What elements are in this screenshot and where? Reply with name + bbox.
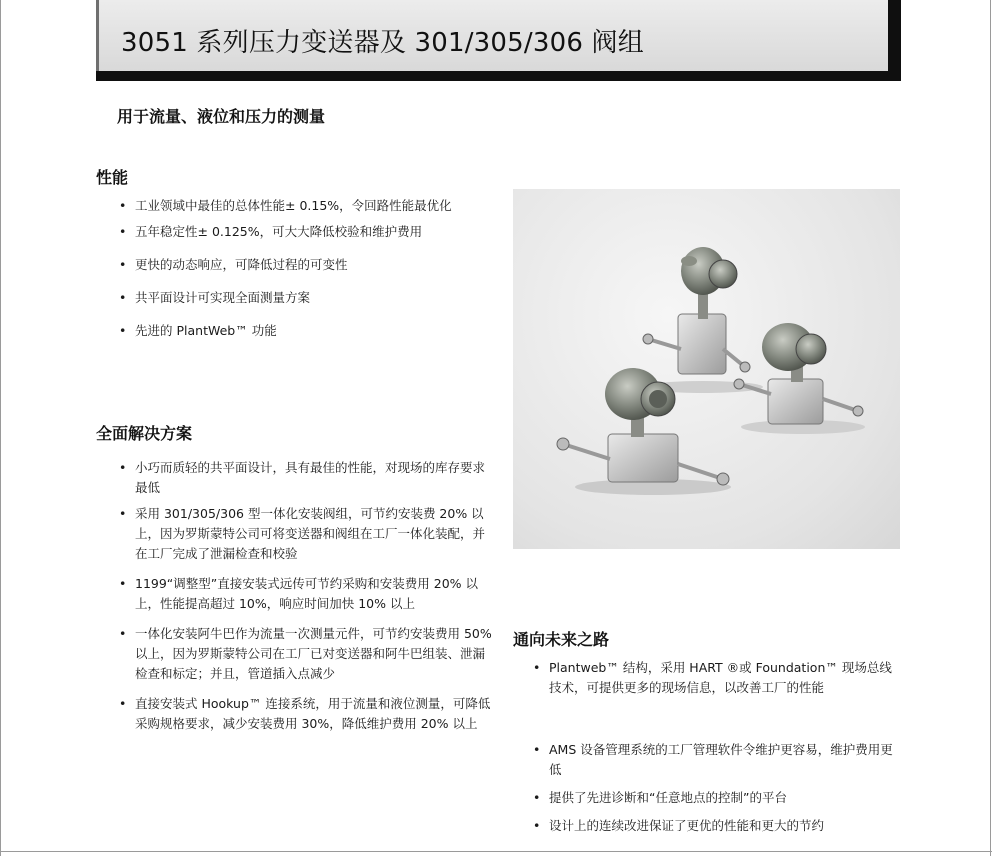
future-item: • AMS 设备管理系统的工厂管理软件令维护更容易，维护费用更低 [531,740,901,780]
solutions-list [117,458,495,734]
title-panel [96,0,888,71]
page-border-left [0,0,1,856]
page-border-right [990,0,991,856]
performance-item: • 先进的 PlantWeb™ 功能 [117,321,497,341]
solutions-item: • 直接安装式 Hookup™ 连接系统，用于流量和液位测量，可降低采购规格要求，减少安装费用 30%，降低维护费用 20% 以上 [117,694,495,734]
title-banner [96,0,901,81]
performance-list [117,196,497,341]
performance-item: • 更快的动态响应，可降低过程的可变性 [117,255,497,275]
future-item: • Plantweb™ 结构，采用 HART ®或 Foundation™ 现场总线技术，可提供更多的现场信息，以改善工厂的性能 [531,658,901,698]
solutions-item: • 一体化安装阿牛巴作为流量一次测量元件，可节约安装费用 50% 以上，因为罗斯蒙特公司在工厂已对变送器和阿牛巴组装、泄漏检查和标定；并且，管道插入点减少 [117,624,495,684]
transmitters-illustration [513,189,900,549]
solutions-item: • 小巧而质轻的共平面设计，具有最佳的性能，对现场的库存要求最低 [117,458,495,498]
page-border-bottom [0,851,992,852]
future-item: • 提供了先进诊断和“任意地点的控制”的平台 [531,788,901,808]
future-list [531,658,901,698]
performance-item: • 五年稳定性± 0.125%，可大大降低校验和维护费用 [117,222,497,242]
future-heading: 通向未来之路 [513,630,610,649]
transmitter-back [643,247,763,393]
future-list-continued [531,740,901,836]
solutions-item: • 采用 301/305/306 型一体化安装阀组，可节约安装费 20% 以上，因为罗斯蒙特公司可将变送器和阀组在工厂一体化装配，并在工厂完成了泄漏检查和校验 [117,504,495,564]
transmitter-right [734,323,865,434]
page-title: 3051 系列压力变送器及 301/305/306 阀组 [121,28,644,58]
solutions-heading: 全面解决方案 [96,424,193,443]
future-item: • 设计上的连续改进保证了更优的性能和更大的节约 [531,816,901,836]
solutions-item: • 1199“调整型”直接安装式远传可节约采购和安装费用 20% 以上，性能提高超过 10%，响应时间加快 10% 以上 [117,574,495,614]
performance-item: • 共平面设计可实现全面测量方案 [117,288,497,308]
page-subtitle: 用于流量、液位和压力的测量 [117,107,326,126]
performance-item: • 工业领域中最佳的总体性能± 0.15%，令回路性能最优化 [117,196,497,216]
product-photo [513,189,900,549]
performance-heading: 性能 [96,168,129,187]
